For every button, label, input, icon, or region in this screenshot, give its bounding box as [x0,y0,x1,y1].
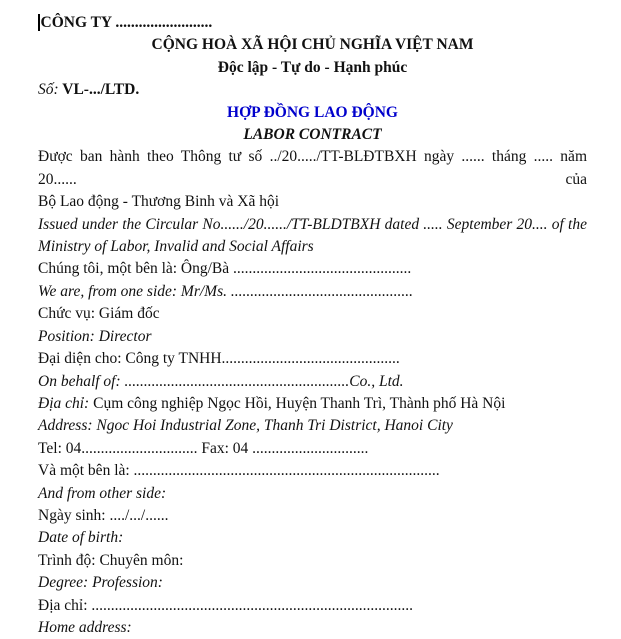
text-segment: VL-.../LTD. [58,81,140,99]
document-line [38,124,587,146]
text-segment: Và một bên là: ............................................................................... [38,462,440,480]
text-cursor [38,14,40,31]
text-segment: HỢP ĐỒNG LAO ĐỘNG [227,103,398,121]
document-line [38,326,587,348]
text-segment: Số: [38,81,59,99]
text-segment: Tel: 04.............................. Fax: 04 .............................. [38,439,369,457]
document-line [38,281,587,303]
text-segment: Address: Ngoc Hoi Industrial Zone, Thanh Tri District, Hanoi City [38,417,453,435]
document-line [38,34,587,56]
document-line [38,505,587,527]
document-line [38,214,587,236]
document-line [38,79,587,101]
text-segment: Đại diện cho: Công ty TNHH.............................................. [38,350,400,368]
text-segment: Ministry of Labor, Invalid and Social Affairs [38,238,314,256]
document-line [38,57,587,79]
document-line [38,550,587,572]
text-segment: Được ban hành theo Thông tư số ../20...../TT-BLĐTBXH ngày ...... tháng ..... năm 20...... của [38,148,587,188]
document-line [38,348,587,370]
text-segment: And from other side: [38,484,167,502]
text-segment: Độc lập - Tự do - Hạnh phúc [217,58,408,76]
document-line [38,460,587,482]
document-line [38,146,587,191]
document-line [38,527,587,549]
document-line [38,617,587,639]
text-segment: We are, from one side: Mr/Ms. ............................................... [38,282,413,300]
text-segment: CÔNG TY ......................... [40,14,213,31]
document-line [38,415,587,437]
text-segment: Địa chỉ: ................................................................................... [38,596,413,614]
document-line [38,483,587,505]
document-line [38,236,587,258]
text-segment: Position: Director [38,327,152,345]
text-segment: Degree: Profession: [38,574,163,592]
text-segment: LABOR CONTRACT [243,126,382,144]
text-segment: Bộ Lao động - Thương Binh và Xã hội [38,193,280,211]
text-segment: Ngày sinh: ..../.../...... [38,506,169,524]
text-segment: Chúng tôi, một bên là: Ông/Bà .............................................. [38,260,412,278]
text-segment: Home address: [38,618,132,636]
document-line [38,438,587,460]
text-segment: CỘNG HOÀ XÃ HỘI CHỦ NGHĨA VIỆT NAM [151,36,474,54]
document-line [38,303,587,325]
document-line [38,572,587,594]
text-segment: Trình độ: Chuyên môn: [38,551,184,569]
document-line [38,258,587,280]
document-line [38,595,587,617]
document-line [38,393,587,415]
document-line [38,102,587,124]
text-segment: On behalf of: ..........................................................Co., Ltd. [38,372,404,390]
document-line [38,371,587,393]
text-segment: Địa chỉ: [38,394,90,412]
text-segment: Date of birth: [38,529,124,547]
document-line [38,191,587,213]
text-segment: Issued under the Circular No....../20....../TT-BLDTBXH dated ..... September 20.... of the [38,215,587,233]
text-segment: Chức vụ: Giám đốc [38,305,160,323]
document-line [38,12,587,34]
text-segment: Cụm công nghiệp Ngọc Hồi, Huyện Thanh Trì, Thành phố Hà Nội [89,394,506,412]
